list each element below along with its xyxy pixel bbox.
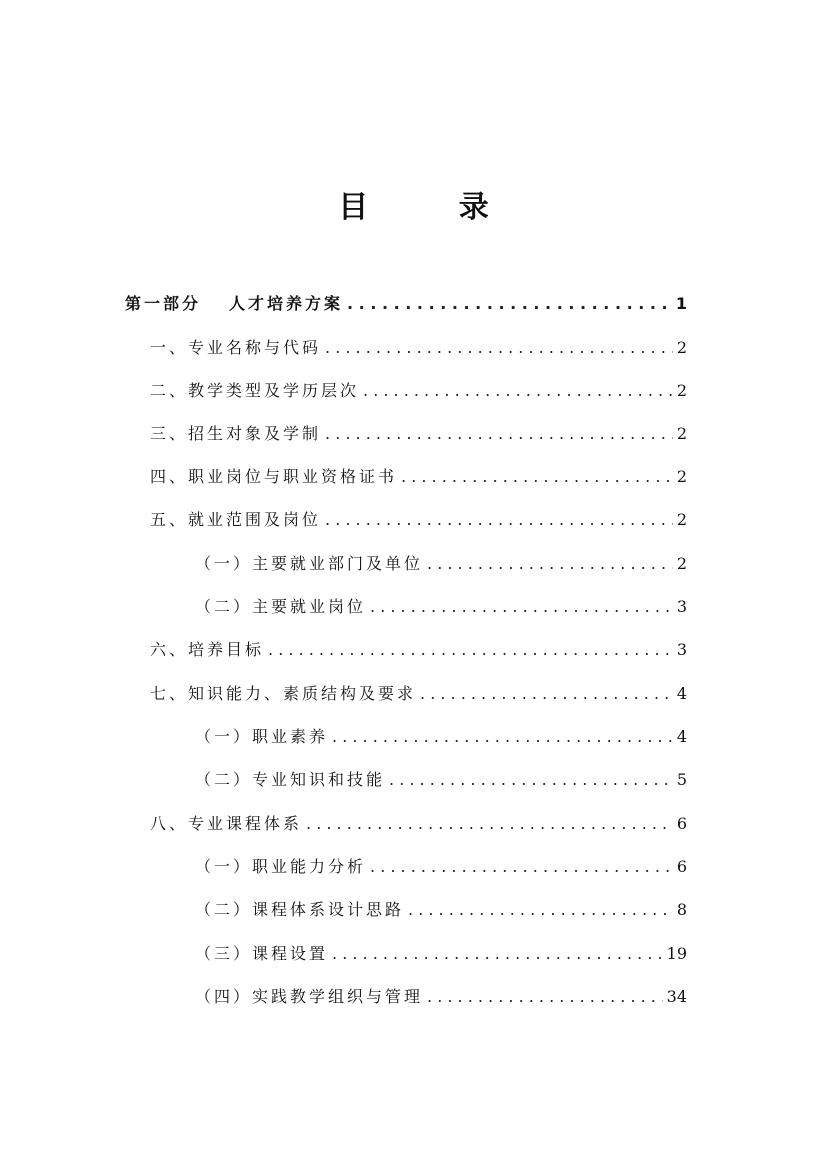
toc-dot-leader <box>401 461 673 493</box>
toc-entry[interactable] <box>195 851 687 883</box>
toc-dot-leader <box>427 548 673 580</box>
toc-dot-leader <box>420 678 673 710</box>
toc-page-number: 3 <box>676 597 687 616</box>
toc-entry[interactable] <box>150 461 687 493</box>
toc-page-number: 3 <box>676 640 687 659</box>
toc-entry-label: （一）职业素养 <box>195 727 329 746</box>
toc-dot-leader <box>427 981 663 1013</box>
toc-dot-leader <box>325 504 673 536</box>
toc-page-number: 19 <box>666 944 687 963</box>
toc-page-number: 2 <box>676 424 687 443</box>
toc-entry[interactable] <box>195 938 687 970</box>
toc-page-number: 2 <box>676 338 687 357</box>
toc-dot-leader <box>389 764 673 796</box>
toc-entry-label: 一、专业名称与代码 <box>150 338 322 357</box>
toc-entry-label: 六、培养目标 <box>150 640 265 659</box>
toc-entry[interactable] <box>150 808 687 840</box>
toc-entry-label: （三）课程设置 <box>195 944 329 963</box>
toc-entry[interactable] <box>150 332 687 364</box>
toc-entry-label: （二）课程体系设计思路 <box>195 900 405 919</box>
toc-dot-leader <box>332 938 663 970</box>
toc-entry-label: （四）实践教学组织与管理 <box>195 987 424 1006</box>
toc-entry-label: （一）主要就业部门及单位 <box>195 554 424 573</box>
toc-dot-leader <box>306 808 673 840</box>
toc-page-number: 8 <box>676 900 687 919</box>
toc-page-number: 6 <box>676 857 687 876</box>
toc-page-number: 1 <box>675 294 687 313</box>
toc-page-number: 6 <box>676 814 687 833</box>
toc-entry[interactable] <box>150 418 687 450</box>
toc-entry[interactable] <box>150 375 687 407</box>
toc-dot-leader <box>325 418 673 450</box>
toc-entry[interactable] <box>195 591 687 623</box>
toc-entry-label: （二）专业知识和技能 <box>195 770 386 789</box>
toc-entry[interactable] <box>195 981 687 1013</box>
toc-dot-leader <box>325 332 673 364</box>
toc-entry-label: 七、知识能力、素质结构及要求 <box>150 684 417 703</box>
toc-entry-label: 三、招生对象及学制 <box>150 424 322 443</box>
toc-entry[interactable] <box>195 721 687 753</box>
toc-part-title: 人才培养方案 <box>229 294 344 313</box>
toc-dot-leader <box>347 288 672 320</box>
toc-dot-leader <box>370 591 673 623</box>
toc-entry-label: 八、专业课程体系 <box>150 814 303 833</box>
toc-page-number: 2 <box>676 554 687 573</box>
page-title: 目 录 <box>338 190 529 225</box>
toc-entry-part-1[interactable] <box>125 288 687 320</box>
toc-page-number: 2 <box>676 510 687 529</box>
toc-part-label: 第一部分 <box>125 294 202 313</box>
toc-dot-leader <box>370 851 673 883</box>
toc-entry[interactable] <box>195 894 687 926</box>
toc-entry[interactable] <box>150 678 687 710</box>
toc-dot-leader <box>332 721 673 753</box>
toc-page-number: 4 <box>676 727 687 746</box>
toc-page-number: 2 <box>676 381 687 400</box>
toc-page-number: 5 <box>676 770 687 789</box>
toc-entry[interactable] <box>150 504 687 536</box>
toc-page-number: 2 <box>676 467 687 486</box>
toc-entry-label: 二、教学类型及学历层次 <box>150 381 360 400</box>
toc-entry-label: 四、职业岗位与职业资格证书 <box>150 467 398 486</box>
toc-entry[interactable] <box>195 764 687 796</box>
toc-entry[interactable] <box>195 548 687 580</box>
toc-dot-leader <box>363 375 673 407</box>
toc-entry-label <box>125 288 343 320</box>
toc-page-number: 34 <box>666 987 687 1006</box>
toc-dot-leader <box>268 634 673 666</box>
toc-entry-label: （二）主要就业岗位 <box>195 597 367 616</box>
toc-entry-label: 五、就业范围及岗位 <box>150 510 322 529</box>
toc-entry-label: （一）职业能力分析 <box>195 857 367 876</box>
toc-page-number: 4 <box>676 684 687 703</box>
toc-entry[interactable] <box>150 634 687 666</box>
toc-dot-leader <box>408 894 673 926</box>
